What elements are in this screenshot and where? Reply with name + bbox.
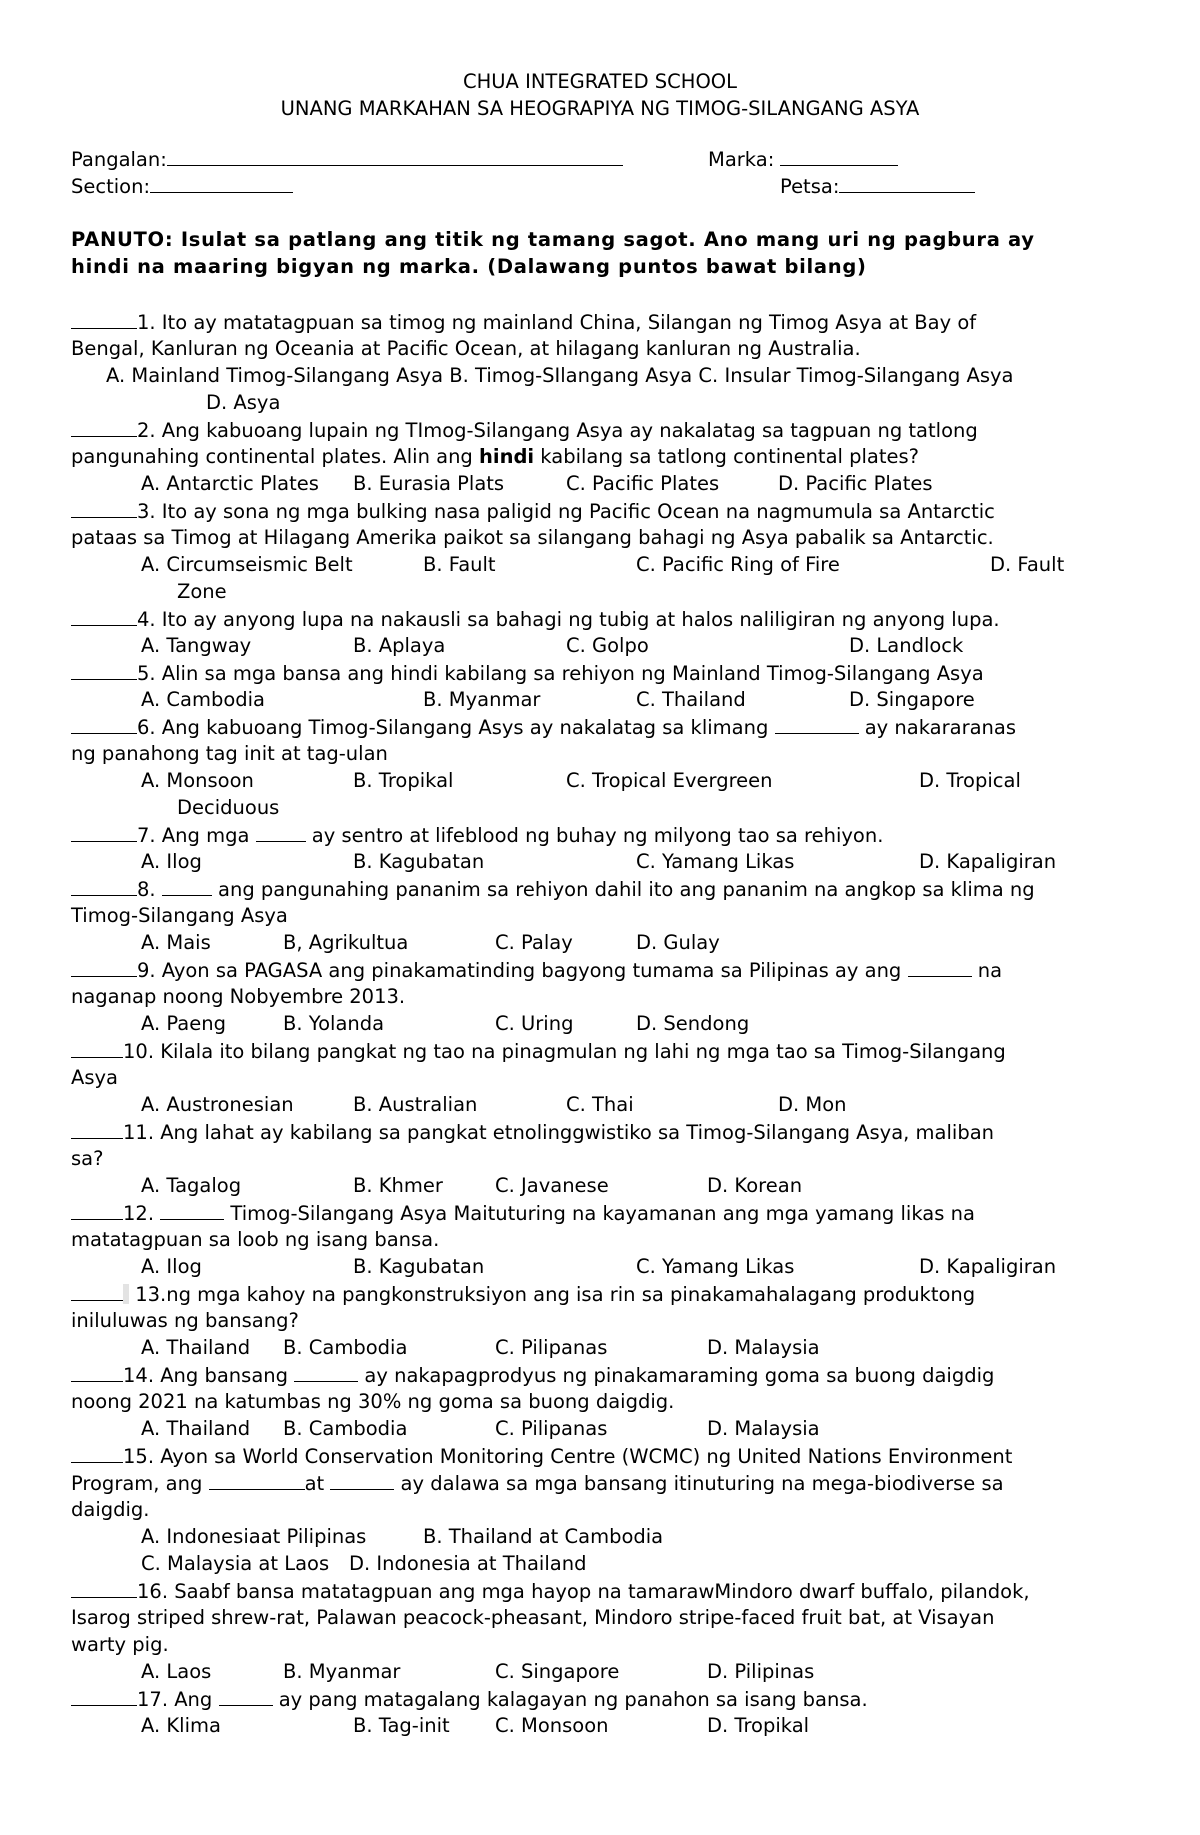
question-9: 9. Ayon sa PAGASA ang pinakamatinding bagyong tumama sa Pilipinas ay ang na [71, 958, 1002, 982]
question-text: Asya [71, 1066, 118, 1089]
choice-d: D. Mon [778, 1093, 847, 1116]
answer-blank[interactable] [71, 1579, 137, 1598]
question-12: 12. Timog-Silangang Asya Maituturing na kayamanan ang mga yamang likas na [71, 1201, 975, 1225]
choice-d: D. Malaysia [707, 1336, 820, 1359]
choice-d: D. Korean [707, 1174, 803, 1197]
answer-blank[interactable] [71, 1363, 123, 1382]
choice-c: C. Pilipanas [495, 1417, 608, 1440]
name-blank[interactable] [167, 147, 623, 166]
choice-b: B. Tag-init [353, 1714, 450, 1737]
choice-d: D. Gulay [636, 931, 720, 954]
answer-blank[interactable] [71, 958, 137, 977]
choice-d-cont: Deciduous [177, 796, 280, 819]
choice-c: C. Uring [495, 1012, 574, 1035]
choice-c: C. Pacific Plates [566, 472, 720, 495]
choice-a: A. Paeng [141, 1012, 226, 1035]
question-3: 3. Ito ay sona ng mga bulking nasa paligid ng Pacific Ocean na nagmumula sa Antarctic [71, 499, 995, 523]
choice-d: D. Landlock [849, 634, 964, 657]
answer-blank[interactable] [71, 607, 137, 626]
choice-d: D. Tropical [919, 769, 1021, 792]
choice-b: B. Tropikal [353, 769, 454, 792]
answer-blank[interactable] [71, 1444, 123, 1463]
choice-c: C. Malaysia at Laos [141, 1552, 330, 1575]
choice-c: C. Monsoon [495, 1714, 609, 1737]
choice-a: A. Cambodia [141, 688, 266, 711]
choice-c: C. Thai [566, 1093, 634, 1116]
question-2: 2. Ang kabuoang lupain ng TImog-Silangang Asya ay nakalatag sa tagpuan ng tatlong [71, 418, 978, 442]
answer-blank[interactable] [71, 1201, 123, 1220]
question-14: 14. Ang bansang ay nakapagprodyus ng pinakamaraming goma sa buong daigdig [71, 1363, 994, 1387]
choice-a: A. Antarctic Plates [141, 472, 319, 495]
date-field[interactable] [780, 174, 975, 198]
question-8: 8. ang pangunahing pananim sa rehiyon dahil ito ang pananim na angkop sa klima ng [71, 877, 1035, 901]
section-field[interactable] [71, 174, 293, 198]
choice-c: C. Pacific Ring of Fire [636, 553, 840, 576]
section-label: Section: [71, 175, 151, 198]
question-4: 4. Ito ay anyong lupa na nakausli sa bahagi ng tubig at halos naliligiran ng anyong lupa. [71, 607, 1000, 631]
section-blank[interactable] [150, 174, 293, 193]
score-blank[interactable] [780, 147, 898, 166]
question-text: Isarog striped shrew-rat, Palawan peacock-pheasant, Mindoro stripe-faced fruit bat, at Visayan [71, 1606, 995, 1629]
inline-blank[interactable] [294, 1363, 358, 1382]
choice-d: D. Kapaligiran [919, 1255, 1057, 1278]
answer-blank[interactable] [71, 823, 137, 842]
answer-blank[interactable] [71, 1687, 137, 1706]
choice-a: A. Indonesiaat Pilipinas [141, 1525, 367, 1548]
choice-a: A. Laos [141, 1660, 212, 1683]
choice-c: C. Tropical Evergreen [566, 769, 773, 792]
choice-d: D. Indonesia at Thailand [349, 1552, 587, 1575]
school-name: CHUA INTEGRATED SCHOOL [462, 70, 738, 93]
question-text: pangunahing continental plates. Alin ang hindi kabilang sa tatlong continental plates? [71, 445, 920, 468]
answer-blank[interactable] [71, 661, 137, 680]
choice-d: D. Singapore [849, 688, 975, 711]
choice-b: B. Fault [423, 553, 496, 576]
choice-a: A. Thailand [141, 1336, 251, 1359]
choice-a: A. Monsoon [141, 769, 254, 792]
choice-b: B. Kagubatan [353, 850, 485, 873]
question-text: sa? [71, 1147, 104, 1170]
choice-c: C. Golpo [566, 634, 649, 657]
date-blank[interactable] [839, 174, 975, 193]
choice-c: C. Yamang Likas [636, 1255, 795, 1278]
choice-b: B. Australian [353, 1093, 478, 1116]
score-field[interactable] [708, 147, 898, 171]
choices: A. Mainland Timog-Silangang Asya B. Timog-SIlangang Asya C. Insular Timog-Silangang Asya [106, 364, 1014, 387]
choice-d: D. Fault [990, 553, 1065, 576]
inline-blank[interactable] [256, 823, 306, 842]
inline-blank[interactable] [330, 1471, 394, 1490]
choice-c: C. Singapore [495, 1660, 620, 1683]
choice-d: D. Sendong [636, 1012, 750, 1035]
choice-b: B. Cambodia [283, 1417, 408, 1440]
choice-d: D. Kapaligiran [919, 850, 1057, 873]
answer-blank[interactable] [71, 1282, 123, 1301]
choice-d: D. Malaysia [707, 1417, 820, 1440]
choice-b: B. Cambodia [283, 1336, 408, 1359]
choice-b: B. Eurasia Plats [353, 472, 505, 495]
inline-blank[interactable] [219, 1687, 273, 1706]
question-text: matatagpuan sa loob ng isang bansa. [71, 1228, 440, 1251]
question-6: 6. Ang kabuoang Timog-Silangang Asys ay nakalatag sa klimang ay nakararanas [71, 715, 1016, 739]
question-16: 16. Saabf bansa matatagpuan ang mga hayop na tamarawMindoro dwarf buffalo, pilandok, [71, 1579, 1030, 1603]
answer-blank[interactable] [71, 418, 137, 437]
answer-blank[interactable] [71, 310, 137, 329]
choice-b: B. Yolanda [283, 1012, 385, 1035]
choice-a: A. Circumseismic Belt [141, 553, 353, 576]
question-text: noong 2021 na katumbas ng 30% ng goma sa buong daigdig. [71, 1390, 675, 1413]
question-7: 7. Ang mga ay sentro at lifeblood ng buhay ng milyong tao sa rehiyon. [71, 823, 883, 847]
choice-a: A. Ilog [141, 1255, 202, 1278]
choice-d: D. Tropikal [707, 1714, 810, 1737]
choice-c: C. Palay [495, 931, 573, 954]
inline-blank[interactable] [162, 877, 212, 896]
choice-c: C. Thailand [636, 688, 746, 711]
inline-blank[interactable] [209, 1471, 305, 1490]
question-text: naganap noong Nobyembre 2013. [71, 985, 406, 1008]
name-label: Pangalan: [71, 148, 167, 171]
choice-c: C. Pilipanas [495, 1336, 608, 1359]
choice-b: B, Agrikultua [283, 931, 409, 954]
choice-b: B. Myanmar [423, 688, 541, 711]
choice-a: A. Tagalog [141, 1174, 242, 1197]
question-text: pataas sa Timog at Hilagang Amerika paikot sa silangang bahagi ng Asya pabalik sa Antarctic. [71, 526, 994, 549]
question-text: daigdig. [71, 1498, 150, 1521]
choice-d: D. Pacific Plates [778, 472, 933, 495]
choice-c: C. Javanese [495, 1174, 609, 1197]
question-text: Bengal, Kanluran ng Oceania at Pacific Ocean, at hilagang kanluran ng Australia. [71, 337, 861, 360]
choice-a: A. Thailand [141, 1417, 251, 1440]
instructions-line-2: hindi na maaring bigyan ng marka. (Dalawang puntos bawat bilang) [71, 255, 867, 278]
choice-a: A. Mais [141, 931, 211, 954]
question-text: iniluluwas ng bansang? [71, 1309, 299, 1332]
choice-a: A. Ilog [141, 850, 202, 873]
date-label: Petsa: [780, 175, 840, 198]
question-15: 15. Ayon sa World Conservation Monitoring Centre (WCMC) ng United Nations Environment [71, 1444, 1012, 1468]
choice-a: A. Austronesian [141, 1093, 294, 1116]
exam-title: UNANG MARKAHAN SA HEOGRAPIYA NG TIMOG-SILANGANG ASYA [280, 97, 920, 120]
choice-b: B. Khmer [353, 1174, 443, 1197]
question-text: Program, ang at ay dalawa sa mga bansang itinuturing na mega-biodiverse sa [71, 1472, 1004, 1495]
name-field[interactable] [71, 147, 623, 171]
question-10: 10. Kilala ito bilang pangkat ng tao na pinagmulan ng lahi ng mga tao sa Timog-Silangang [71, 1039, 1006, 1063]
question-5: 5. Alin sa mga bansa ang hindi kabilang sa rehiyon ng Mainland Timog-Silangang Asya [71, 661, 984, 685]
question-11: 11. Ang lahat ay kabilang sa pangkat etnolinggwistiko sa Timog-Silangang Asya, maliban [71, 1120, 994, 1144]
inline-blank[interactable] [775, 715, 859, 734]
choice-c: C. Yamang Likas [636, 850, 795, 873]
question-text: Timog-Silangang Asya [71, 904, 288, 927]
answer-blank[interactable] [71, 877, 137, 896]
answer-blank[interactable] [71, 499, 137, 518]
inline-blank[interactable] [160, 1201, 224, 1220]
inline-blank[interactable] [908, 958, 972, 977]
answer-blank[interactable] [71, 1120, 123, 1139]
choice-a: A. Tangway [141, 634, 252, 657]
choice-d: D. Pilipinas [707, 1660, 815, 1683]
choice-d-cont: Zone [177, 580, 227, 603]
choice-b: B. Myanmar [283, 1660, 401, 1683]
answer-blank[interactable] [71, 715, 137, 734]
choice-a: A. Klima [141, 1714, 221, 1737]
choice-d: D. Asya [206, 391, 281, 414]
question-1: 1. Ito ay matatagpuan sa timog ng mainland China, Silangan ng Timog Asya at Bay of [71, 310, 976, 334]
instructions-line-1: PANUTO: Isulat sa patlang ang titik ng tamang sagot. Ano mang uri ng pagbura ay [71, 228, 1035, 251]
question-13: 13.ng mga kahoy na pangkonstruksiyon ang isa rin sa pinakamahalagang produktong [71, 1282, 975, 1306]
choice-b: B. Aplaya [353, 634, 446, 657]
choice-b: B. Thailand at Cambodia [423, 1525, 664, 1548]
answer-blank[interactable] [71, 1039, 123, 1058]
question-17: 17. Ang ay pang matagalang kalagayan ng panahon sa isang bansa. [71, 1687, 868, 1711]
score-label: Marka: [708, 148, 775, 171]
question-text: warty pig. [71, 1633, 169, 1656]
choice-b: B. Kagubatan [353, 1255, 485, 1278]
question-text: ng panahong tag init at tag-ulan [71, 742, 388, 765]
